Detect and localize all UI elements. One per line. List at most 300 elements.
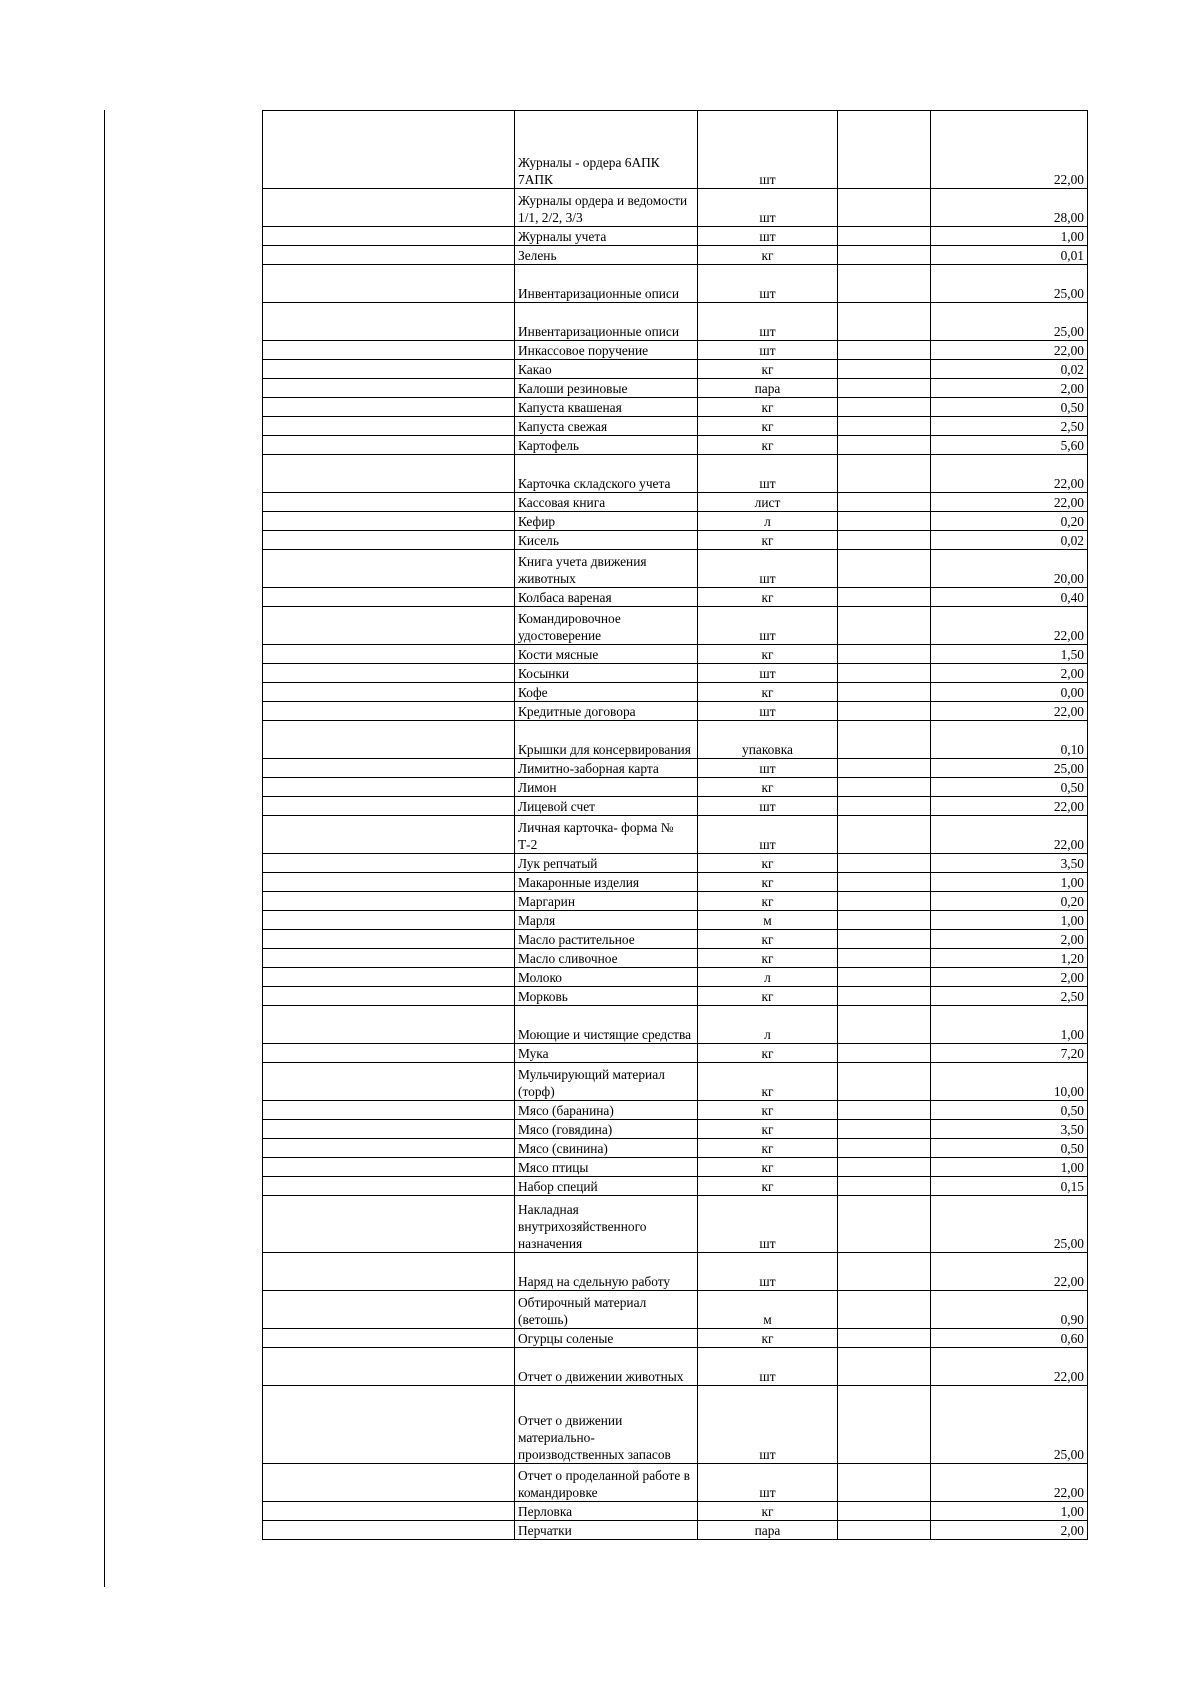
quantity-cell: 0,50 bbox=[931, 778, 1088, 797]
table-row bbox=[263, 360, 1088, 379]
empty-cell bbox=[263, 436, 515, 455]
unit-cell: кг bbox=[698, 360, 838, 379]
quantity-cell: 0,50 bbox=[931, 398, 1088, 417]
table-row bbox=[263, 892, 1088, 911]
item-name-cell: Кисель bbox=[515, 531, 698, 550]
empty-cell bbox=[263, 417, 515, 436]
table-row bbox=[263, 873, 1088, 892]
quantity-cell: 22,00 bbox=[931, 1464, 1088, 1502]
table-row bbox=[263, 227, 1088, 246]
item-name-cell: Командировочное удостоверение bbox=[515, 607, 698, 645]
unit-cell: кг bbox=[698, 683, 838, 702]
table-row bbox=[263, 493, 1088, 512]
empty-cell bbox=[263, 797, 515, 816]
empty-cell bbox=[838, 892, 931, 911]
empty-cell bbox=[838, 379, 931, 398]
unit-cell: л bbox=[698, 968, 838, 987]
quantity-cell: 0,20 bbox=[931, 892, 1088, 911]
left-margin-rule bbox=[104, 110, 105, 1587]
unit-cell: шт bbox=[698, 664, 838, 683]
table-row bbox=[263, 930, 1088, 949]
item-name-cell: Косынки bbox=[515, 664, 698, 683]
item-name-cell: Крышки для консервирования bbox=[515, 721, 698, 759]
empty-cell bbox=[263, 1502, 515, 1521]
table-row bbox=[263, 588, 1088, 607]
unit-cell: кг bbox=[698, 417, 838, 436]
quantity-cell: 2,00 bbox=[931, 968, 1088, 987]
empty-cell bbox=[838, 1158, 931, 1177]
empty-cell bbox=[838, 607, 931, 645]
unit-cell: кг bbox=[698, 436, 838, 455]
quantity-cell: 5,60 bbox=[931, 436, 1088, 455]
unit-cell: шт bbox=[698, 816, 838, 854]
item-name-cell: Кредитные договора bbox=[515, 702, 698, 721]
table-row bbox=[263, 398, 1088, 417]
item-name-cell: Личная карточка- форма № Т-2 bbox=[515, 816, 698, 854]
table-row bbox=[263, 1101, 1088, 1120]
unit-cell: кг bbox=[698, 531, 838, 550]
unit-cell: шт bbox=[698, 189, 838, 227]
table-row bbox=[263, 512, 1088, 531]
table-row bbox=[263, 1158, 1088, 1177]
empty-cell bbox=[838, 1386, 931, 1464]
empty-cell bbox=[263, 930, 515, 949]
empty-cell bbox=[838, 1006, 931, 1044]
table-row bbox=[263, 111, 1088, 189]
quantity-cell: 0,00 bbox=[931, 683, 1088, 702]
empty-cell bbox=[263, 1177, 515, 1196]
empty-cell bbox=[263, 854, 515, 873]
table-row bbox=[263, 1063, 1088, 1101]
table-row bbox=[263, 531, 1088, 550]
empty-cell bbox=[838, 531, 931, 550]
unit-cell: л bbox=[698, 1006, 838, 1044]
unit-cell: шт bbox=[698, 227, 838, 246]
empty-cell bbox=[838, 493, 931, 512]
quantity-cell: 0,50 bbox=[931, 1101, 1088, 1120]
empty-cell bbox=[838, 398, 931, 417]
quantity-cell: 22,00 bbox=[931, 455, 1088, 493]
table-row bbox=[263, 949, 1088, 968]
empty-cell bbox=[838, 664, 931, 683]
unit-cell: кг bbox=[698, 854, 838, 873]
item-name-cell: Лук репчатый bbox=[515, 854, 698, 873]
table-row bbox=[263, 550, 1088, 588]
table-row bbox=[263, 607, 1088, 645]
unit-cell: кг bbox=[698, 588, 838, 607]
empty-cell bbox=[838, 1253, 931, 1291]
empty-cell bbox=[838, 816, 931, 854]
unit-cell: пара bbox=[698, 1521, 838, 1540]
table-row bbox=[263, 246, 1088, 265]
empty-cell bbox=[838, 759, 931, 778]
unit-cell: шт bbox=[698, 341, 838, 360]
item-name-cell: Зелень bbox=[515, 246, 698, 265]
unit-cell: кг bbox=[698, 1177, 838, 1196]
item-name-cell: Огурцы соленые bbox=[515, 1329, 698, 1348]
empty-cell bbox=[263, 588, 515, 607]
empty-cell bbox=[263, 721, 515, 759]
empty-cell bbox=[838, 512, 931, 531]
quantity-cell: 1,20 bbox=[931, 949, 1088, 968]
quantity-cell: 0,20 bbox=[931, 512, 1088, 531]
item-name-cell: Маргарин bbox=[515, 892, 698, 911]
unit-cell: пара bbox=[698, 379, 838, 398]
empty-cell bbox=[263, 493, 515, 512]
quantity-cell: 2,50 bbox=[931, 417, 1088, 436]
empty-cell bbox=[263, 987, 515, 1006]
empty-cell bbox=[263, 911, 515, 930]
quantity-cell: 0,90 bbox=[931, 1291, 1088, 1329]
empty-cell bbox=[838, 588, 931, 607]
quantity-cell: 1,00 bbox=[931, 1158, 1088, 1177]
empty-cell bbox=[838, 1464, 931, 1502]
empty-cell bbox=[838, 911, 931, 930]
item-name-cell: Журналы ордера и ведомости 1/1, 2/2, 3/3 bbox=[515, 189, 698, 227]
table-row bbox=[263, 1253, 1088, 1291]
item-name-cell: Книга учета движения животных bbox=[515, 550, 698, 588]
table-row bbox=[263, 303, 1088, 341]
table-row bbox=[263, 702, 1088, 721]
table-row bbox=[263, 816, 1088, 854]
empty-cell bbox=[263, 645, 515, 664]
quantity-cell: 22,00 bbox=[931, 341, 1088, 360]
quantity-cell: 1,00 bbox=[931, 227, 1088, 246]
unit-cell: шт bbox=[698, 550, 838, 588]
item-name-cell: Мясо (говядина) bbox=[515, 1120, 698, 1139]
empty-cell bbox=[263, 512, 515, 531]
empty-cell bbox=[838, 968, 931, 987]
empty-cell bbox=[838, 1044, 931, 1063]
unit-cell: шт bbox=[698, 303, 838, 341]
unit-cell: шт bbox=[698, 759, 838, 778]
empty-cell bbox=[838, 341, 931, 360]
item-name-cell: Капуста свежая bbox=[515, 417, 698, 436]
empty-cell bbox=[838, 1196, 931, 1253]
unit-cell: шт bbox=[698, 1348, 838, 1386]
unit-cell: кг bbox=[698, 645, 838, 664]
table-row bbox=[263, 1329, 1088, 1348]
empty-cell bbox=[263, 1464, 515, 1502]
empty-cell bbox=[838, 455, 931, 493]
quantity-cell: 2,50 bbox=[931, 987, 1088, 1006]
empty-cell bbox=[263, 1139, 515, 1158]
quantity-cell: 1,50 bbox=[931, 645, 1088, 664]
item-name-cell: Наряд на сдельную работу bbox=[515, 1253, 698, 1291]
quantity-cell: 22,00 bbox=[931, 797, 1088, 816]
empty-cell bbox=[263, 111, 515, 189]
quantity-cell: 0,60 bbox=[931, 1329, 1088, 1348]
table-row bbox=[263, 1464, 1088, 1502]
unit-cell: кг bbox=[698, 1044, 838, 1063]
quantity-cell: 0,40 bbox=[931, 588, 1088, 607]
empty-cell bbox=[263, 1101, 515, 1120]
empty-cell bbox=[838, 778, 931, 797]
table-row bbox=[263, 1044, 1088, 1063]
unit-cell: лист bbox=[698, 493, 838, 512]
quantity-cell: 7,20 bbox=[931, 1044, 1088, 1063]
empty-cell bbox=[263, 531, 515, 550]
item-name-cell: Макаронные изделия bbox=[515, 873, 698, 892]
quantity-cell: 25,00 bbox=[931, 1196, 1088, 1253]
table-row bbox=[263, 664, 1088, 683]
empty-cell bbox=[263, 892, 515, 911]
empty-cell bbox=[263, 949, 515, 968]
unit-cell: кг bbox=[698, 1502, 838, 1521]
empty-cell bbox=[263, 227, 515, 246]
table-row bbox=[263, 1196, 1088, 1253]
item-name-cell: Мука bbox=[515, 1044, 698, 1063]
empty-cell bbox=[838, 1348, 931, 1386]
item-name-cell: Отчет о проделанной работе в командировке bbox=[515, 1464, 698, 1502]
item-name-cell: Капуста квашеная bbox=[515, 398, 698, 417]
unit-cell: шт bbox=[698, 1386, 838, 1464]
empty-cell bbox=[838, 683, 931, 702]
quantity-cell: 1,00 bbox=[931, 1006, 1088, 1044]
table-row bbox=[263, 721, 1088, 759]
quantity-cell: 28,00 bbox=[931, 189, 1088, 227]
table-row bbox=[263, 436, 1088, 455]
empty-cell bbox=[263, 664, 515, 683]
empty-cell bbox=[263, 455, 515, 493]
empty-cell bbox=[838, 797, 931, 816]
quantity-cell: 22,00 bbox=[931, 816, 1088, 854]
empty-cell bbox=[263, 379, 515, 398]
empty-cell bbox=[838, 265, 931, 303]
item-name-cell: Кофе bbox=[515, 683, 698, 702]
table-row bbox=[263, 455, 1088, 493]
unit-cell: кг bbox=[698, 1063, 838, 1101]
quantity-cell: 2,00 bbox=[931, 1521, 1088, 1540]
table-row bbox=[263, 1386, 1088, 1464]
table-row bbox=[263, 911, 1088, 930]
table-row bbox=[263, 1120, 1088, 1139]
table-row bbox=[263, 1502, 1088, 1521]
empty-cell bbox=[263, 1291, 515, 1329]
item-name-cell: Кефир bbox=[515, 512, 698, 531]
item-name-cell: Инкассовое поручение bbox=[515, 341, 698, 360]
table-row bbox=[263, 987, 1088, 1006]
unit-cell: м bbox=[698, 1291, 838, 1329]
empty-cell bbox=[838, 1177, 931, 1196]
table-row bbox=[263, 645, 1088, 664]
empty-cell bbox=[838, 645, 931, 664]
item-name-cell: Кости мясные bbox=[515, 645, 698, 664]
table-row bbox=[263, 778, 1088, 797]
item-name-cell: Карточка складского учета bbox=[515, 455, 698, 493]
table-row bbox=[263, 189, 1088, 227]
empty-cell bbox=[263, 398, 515, 417]
quantity-cell: 0,50 bbox=[931, 1139, 1088, 1158]
unit-cell: шт bbox=[698, 455, 838, 493]
items-table bbox=[262, 110, 1088, 1540]
table-row bbox=[263, 854, 1088, 873]
item-name-cell: Калоши резиновые bbox=[515, 379, 698, 398]
unit-cell: л bbox=[698, 512, 838, 531]
unit-cell: шт bbox=[698, 1196, 838, 1253]
empty-cell bbox=[263, 1329, 515, 1348]
quantity-cell: 0,02 bbox=[931, 531, 1088, 550]
quantity-cell: 2,00 bbox=[931, 664, 1088, 683]
empty-cell bbox=[838, 189, 931, 227]
empty-cell bbox=[838, 227, 931, 246]
empty-cell bbox=[838, 702, 931, 721]
item-name-cell: Мясо (баранина) bbox=[515, 1101, 698, 1120]
empty-cell bbox=[838, 1139, 931, 1158]
quantity-cell: 22,00 bbox=[931, 607, 1088, 645]
item-name-cell: Лицевой счет bbox=[515, 797, 698, 816]
quantity-cell: 25,00 bbox=[931, 303, 1088, 341]
quantity-cell: 25,00 bbox=[931, 759, 1088, 778]
empty-cell bbox=[263, 1253, 515, 1291]
table-row bbox=[263, 417, 1088, 436]
table-row bbox=[263, 759, 1088, 778]
quantity-cell: 1,00 bbox=[931, 1502, 1088, 1521]
unit-cell: кг bbox=[698, 1329, 838, 1348]
table-row bbox=[263, 1521, 1088, 1540]
empty-cell bbox=[263, 246, 515, 265]
empty-cell bbox=[263, 1006, 515, 1044]
table-row bbox=[263, 379, 1088, 398]
unit-cell: шт bbox=[698, 265, 838, 303]
table-row bbox=[263, 265, 1088, 303]
unit-cell: кг bbox=[698, 1120, 838, 1139]
empty-cell bbox=[838, 1329, 931, 1348]
item-name-cell: Масло растительное bbox=[515, 930, 698, 949]
empty-cell bbox=[838, 1063, 931, 1101]
item-name-cell: Морковь bbox=[515, 987, 698, 1006]
items-table-body bbox=[263, 111, 1088, 1540]
item-name-cell: Журналы - ордера 6АПК 7АПК bbox=[515, 111, 698, 189]
empty-cell bbox=[263, 1063, 515, 1101]
empty-cell bbox=[263, 360, 515, 379]
item-name-cell: Мульчирующий материал (торф) bbox=[515, 1063, 698, 1101]
unit-cell: шт bbox=[698, 702, 838, 721]
empty-cell bbox=[263, 341, 515, 360]
item-name-cell: Марля bbox=[515, 911, 698, 930]
unit-cell: кг bbox=[698, 398, 838, 417]
empty-cell bbox=[263, 1044, 515, 1063]
item-name-cell: Журналы учета bbox=[515, 227, 698, 246]
unit-cell: шт bbox=[698, 1253, 838, 1291]
table-row bbox=[263, 1006, 1088, 1044]
unit-cell: кг bbox=[698, 987, 838, 1006]
empty-cell bbox=[263, 550, 515, 588]
item-name-cell: Молоко bbox=[515, 968, 698, 987]
quantity-cell: 25,00 bbox=[931, 1386, 1088, 1464]
item-name-cell: Масло сливочное bbox=[515, 949, 698, 968]
empty-cell bbox=[263, 1196, 515, 1253]
empty-cell bbox=[838, 360, 931, 379]
item-name-cell: Колбаса вареная bbox=[515, 588, 698, 607]
item-name-cell: Лимон bbox=[515, 778, 698, 797]
quantity-cell: 0,01 bbox=[931, 246, 1088, 265]
unit-cell: шт bbox=[698, 797, 838, 816]
empty-cell bbox=[838, 1502, 931, 1521]
quantity-cell: 3,50 bbox=[931, 854, 1088, 873]
item-name-cell: Мясо (свинина) bbox=[515, 1139, 698, 1158]
quantity-cell: 10,00 bbox=[931, 1063, 1088, 1101]
empty-cell bbox=[263, 873, 515, 892]
quantity-cell: 0,15 bbox=[931, 1177, 1088, 1196]
item-name-cell: Отчет о движении животных bbox=[515, 1348, 698, 1386]
empty-cell bbox=[838, 854, 931, 873]
table-row bbox=[263, 1177, 1088, 1196]
table-row bbox=[263, 1348, 1088, 1386]
empty-cell bbox=[263, 303, 515, 341]
quantity-cell: 22,00 bbox=[931, 493, 1088, 512]
empty-cell bbox=[838, 873, 931, 892]
quantity-cell: 0,02 bbox=[931, 360, 1088, 379]
unit-cell: кг bbox=[698, 1101, 838, 1120]
unit-cell: упаковка bbox=[698, 721, 838, 759]
unit-cell: шт bbox=[698, 111, 838, 189]
unit-cell: кг bbox=[698, 892, 838, 911]
quantity-cell: 1,00 bbox=[931, 911, 1088, 930]
empty-cell bbox=[263, 1120, 515, 1139]
empty-cell bbox=[838, 550, 931, 588]
item-name-cell: Перловка bbox=[515, 1502, 698, 1521]
unit-cell: кг bbox=[698, 778, 838, 797]
empty-cell bbox=[838, 1101, 931, 1120]
quantity-cell: 22,00 bbox=[931, 111, 1088, 189]
item-name-cell: Обтирочный материал (ветошь) bbox=[515, 1291, 698, 1329]
table-row bbox=[263, 1291, 1088, 1329]
empty-cell bbox=[263, 1158, 515, 1177]
empty-cell bbox=[263, 189, 515, 227]
item-name-cell: Инвентаризационные описи bbox=[515, 303, 698, 341]
item-name-cell: Набор специй bbox=[515, 1177, 698, 1196]
empty-cell bbox=[838, 1120, 931, 1139]
item-name-cell: Перчатки bbox=[515, 1521, 698, 1540]
quantity-cell: 2,00 bbox=[931, 379, 1088, 398]
item-name-cell: Моющие и чистящие средства bbox=[515, 1006, 698, 1044]
table-row bbox=[263, 797, 1088, 816]
quantity-cell: 0,10 bbox=[931, 721, 1088, 759]
empty-cell bbox=[263, 702, 515, 721]
empty-cell bbox=[838, 721, 931, 759]
empty-cell bbox=[263, 1348, 515, 1386]
quantity-cell: 22,00 bbox=[931, 1348, 1088, 1386]
empty-cell bbox=[263, 265, 515, 303]
empty-cell bbox=[838, 987, 931, 1006]
quantity-cell: 3,50 bbox=[931, 1120, 1088, 1139]
quantity-cell: 2,00 bbox=[931, 930, 1088, 949]
item-name-cell: Лимитно-заборная карта bbox=[515, 759, 698, 778]
quantity-cell: 20,00 bbox=[931, 550, 1088, 588]
empty-cell bbox=[838, 246, 931, 265]
empty-cell bbox=[838, 1521, 931, 1540]
empty-cell bbox=[838, 417, 931, 436]
quantity-cell: 1,00 bbox=[931, 873, 1088, 892]
unit-cell: кг bbox=[698, 246, 838, 265]
item-name-cell: Какао bbox=[515, 360, 698, 379]
table-row bbox=[263, 968, 1088, 987]
item-name-cell: Картофель bbox=[515, 436, 698, 455]
empty-cell bbox=[838, 949, 931, 968]
unit-cell: кг bbox=[698, 1158, 838, 1177]
unit-cell: кг bbox=[698, 949, 838, 968]
empty-cell bbox=[838, 1291, 931, 1329]
quantity-cell: 22,00 bbox=[931, 702, 1088, 721]
unit-cell: кг bbox=[698, 873, 838, 892]
item-name-cell: Кассовая книга bbox=[515, 493, 698, 512]
empty-cell bbox=[838, 930, 931, 949]
item-name-cell: Инвентаризационные описи bbox=[515, 265, 698, 303]
item-name-cell: Накладная внутрихозяйственного назначения bbox=[515, 1196, 698, 1253]
item-name-cell: Отчет о движении материально-производственных запасов bbox=[515, 1386, 698, 1464]
empty-cell bbox=[263, 968, 515, 987]
